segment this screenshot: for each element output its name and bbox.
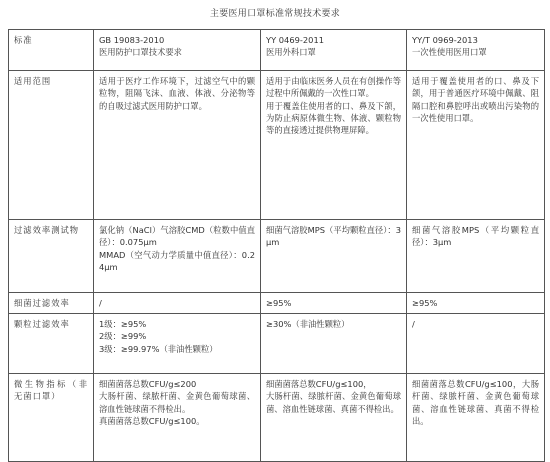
particle-yyt0969: / xyxy=(407,314,545,374)
scope-yy0469-part2: 用于覆盖住使用者的口、鼻及下颌，为防止病原体微生物、体液、颗粒物等的直接透过提供物理屏障。 xyxy=(266,100,401,136)
row-label-scope: 适用范围 xyxy=(9,71,94,220)
table-row-filter-test xyxy=(9,220,545,293)
table-row-microbial xyxy=(9,374,545,462)
table-row-particle-efficiency xyxy=(9,314,545,374)
filter-test-gb19083-cmd: 氯化钠（NaCl）气溶胶CMD（粒数中值直径）：0.075μm xyxy=(99,225,255,248)
header-yy0469-code: YY 0469-2011 xyxy=(266,35,324,45)
microbial-gb19083-fungi: 真菌菌落总数CFU/g≤100。 xyxy=(99,415,205,426)
table-row-scope xyxy=(9,71,545,220)
particle-level-2: 2级：≥99% xyxy=(99,331,147,342)
microbial-gb19083-pathogens: 大肠杆菌、绿脓杆菌、金黄色葡萄球菌、溶血性链球菌不得检出。 xyxy=(99,391,255,414)
filter-test-gb19083-cell xyxy=(94,220,261,293)
header-yyt0969-cell xyxy=(407,30,545,71)
header-gb19083-name: 医用防护口罩技术要求 xyxy=(99,47,182,58)
particle-level-3: 3级：≥99.97%（非油性颗粒） xyxy=(99,343,218,354)
header-gb19083-code: GB 19083-2010 xyxy=(99,35,165,45)
bacterial-gb19083: / xyxy=(94,293,261,314)
filter-test-gb19083-mmad: MMAD（空气动力学质量中值直径）：0.24μm xyxy=(99,249,255,272)
header-yy0469-name: 医用外科口罩 xyxy=(266,47,316,58)
row-label-particle-efficiency: 颗粒过滤效率 xyxy=(9,314,94,374)
table-row-bacterial-efficiency xyxy=(9,293,545,314)
microbial-yy0469-bacteria: 细菌菌落总数CFU/g≤100， xyxy=(266,379,372,389)
row-label-filter-test: 过滤效率测试物 xyxy=(9,220,94,293)
particle-yy0469: ≥30%（非油性颗粒） xyxy=(261,314,407,374)
header-label-cell xyxy=(9,30,94,71)
row-label-bacterial-efficiency: 细菌过滤效率 xyxy=(9,293,94,314)
table-header-row xyxy=(9,30,545,71)
bacterial-yyt0969: ≥95% xyxy=(407,293,545,314)
filter-test-yy0469: 细菌气溶胶MPS（平均颗粒直径）：3μm xyxy=(261,220,407,293)
document-title: 主要医用口罩标准常规技术要求 xyxy=(209,9,341,19)
particle-level-1: 1级：≥95% xyxy=(99,319,147,329)
header-gb19083-cell xyxy=(94,30,261,71)
scope-yyt0969: 适用于覆盖使用者的口、鼻及下颌，用于普通医疗环境中佩戴、阻隔口腔和鼻腔呼出或喷出污染物的一次性使用口罩。 xyxy=(407,71,545,220)
bacterial-yy0469: ≥95% xyxy=(261,293,407,314)
microbial-yy0469-cell xyxy=(261,374,407,462)
row-label-microbial: 微生物指标（非无菌口罩） xyxy=(9,374,94,462)
particle-gb19083-cell xyxy=(94,314,261,374)
header-yyt0969-name: 一次性使用医用口罩 xyxy=(412,47,487,58)
standards-table xyxy=(8,29,545,462)
header-label: 标准 xyxy=(14,35,33,45)
filter-test-yyt0969: 细菌气溶胶MPS（平均颗粒直径）：3μm xyxy=(407,220,545,293)
scope-gb19083: 适用于医疗工作环境下，过滤空气中的颗粒物，阻隔飞沫、血液、体液、分泌物等的自吸过滤式医用防护口罩。 xyxy=(94,71,261,220)
header-yy0469-cell xyxy=(261,30,407,71)
microbial-yyt0969: 细菌菌落总数CFU/g≤100，大肠杆菌、绿脓杆菌、金黄色葡萄球菌、溶血性链球菌、真菌不得检出。 xyxy=(407,374,545,462)
header-yyt0969-code: YY/T 0969-2013 xyxy=(412,35,478,45)
microbial-gb19083-bacteria: 细菌菌落总数CFU/g≤200 xyxy=(99,379,197,389)
microbial-yy0469-pathogens: 大肠杆菌、绿脓杆菌、金黄色葡萄球菌、溶血性链球菌、真菌不得检出。 xyxy=(266,391,401,414)
scope-yy0469-cell xyxy=(261,71,407,220)
scope-yy0469-part1: 适用于由临床医务人员在有创操作等过程中所佩戴的一次性口罩。 xyxy=(266,76,401,99)
microbial-gb19083-cell xyxy=(94,374,261,462)
